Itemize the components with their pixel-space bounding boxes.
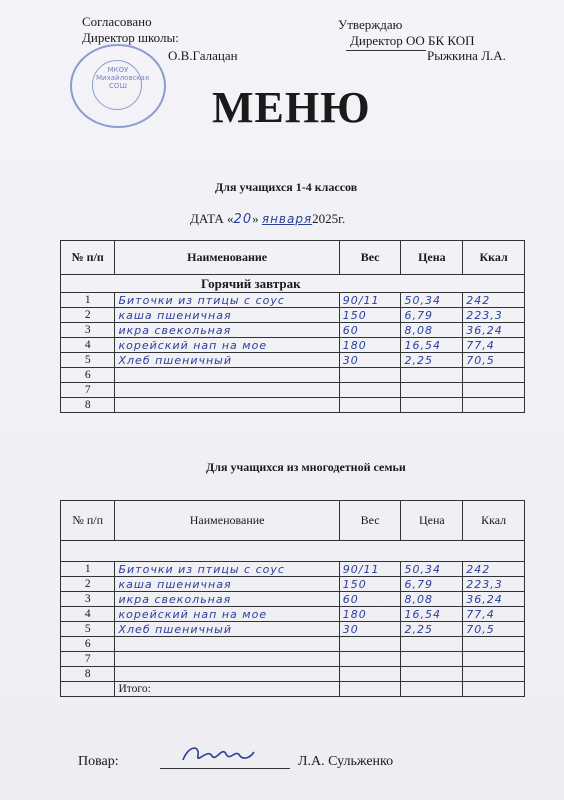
dish-kcal: 242: [463, 562, 525, 577]
dish-weight: [339, 637, 401, 652]
dish-weight: 30: [339, 622, 401, 637]
dish-kcal: 36,24: [463, 323, 525, 338]
dish-weight: 150: [339, 577, 401, 592]
dish-kcal: 77,4: [463, 338, 525, 353]
stamp-text: [96, 66, 150, 90]
dish-price: 50,34: [401, 293, 463, 308]
dish-name: корейский нап на мое: [115, 607, 339, 622]
row-number: 4: [61, 338, 115, 353]
col-kcal: Ккал: [463, 241, 525, 275]
agreed-label: Согласовано: [82, 14, 152, 29]
total-label: Итого:: [115, 682, 339, 697]
dish-weight: 150: [339, 308, 401, 323]
dish-name: каша пшеничная: [115, 577, 339, 592]
dish-kcal: 223,3: [463, 308, 525, 323]
table-row: [61, 308, 525, 323]
dish-price: [401, 368, 463, 383]
row-number: 8: [61, 398, 115, 413]
table-row: [61, 667, 525, 682]
row-number: 1: [61, 562, 115, 577]
total-row: [61, 682, 525, 697]
table-row: [61, 607, 525, 622]
ooo-director-label: Директор ОО БК КОП: [350, 33, 475, 48]
approve-label: Утверждаю: [338, 17, 403, 32]
total-empty-cell: [401, 682, 463, 697]
row-number: 5: [61, 353, 115, 368]
dish-weight: [339, 368, 401, 383]
date-mid: »: [252, 211, 259, 226]
row-number: 7: [61, 383, 115, 398]
dish-name: [115, 637, 339, 652]
date-year: 2025г.: [312, 211, 346, 226]
dish-price: 2,25: [401, 353, 463, 368]
dish-name: Биточки из птицы с соус: [115, 293, 339, 308]
dish-kcal: [463, 652, 525, 667]
dish-name: икра свекольная: [115, 323, 339, 338]
total-empty-cell: [339, 682, 401, 697]
col-price: Цена: [401, 241, 463, 275]
dish-name: [115, 652, 339, 667]
dish-weight: 180: [339, 338, 401, 353]
row-number: 1: [61, 293, 115, 308]
row-number: 4: [61, 607, 115, 622]
ooo-director-name: Рыжкина Л.А.: [427, 48, 506, 63]
section1-title: Для учащихся 1-4 классов: [215, 180, 358, 194]
table-row: [61, 637, 525, 652]
cook-signature: [178, 738, 258, 768]
dish-name: Хлеб пшеничный: [115, 353, 339, 368]
date-prefix: ДАТА «: [190, 211, 234, 226]
dish-price: 8,08: [401, 592, 463, 607]
dish-kcal: [463, 667, 525, 682]
dish-weight: 30: [339, 353, 401, 368]
school-director-name: О.В.Галацан: [168, 48, 238, 63]
dish-weight: 60: [339, 323, 401, 338]
table-row: [61, 383, 525, 398]
dish-weight: [339, 667, 401, 682]
row-number: 2: [61, 308, 115, 323]
dish-kcal: [463, 383, 525, 398]
row-number: 2: [61, 577, 115, 592]
dish-price: 50,34: [401, 562, 463, 577]
menu-table-large-family: [60, 500, 525, 697]
dish-price: [401, 652, 463, 667]
col-weight: Вес: [339, 501, 401, 541]
dish-name: корейский нап на мое: [115, 338, 339, 353]
row-number: 8: [61, 667, 115, 682]
school-stamp: [70, 44, 166, 128]
dish-kcal: 70,5: [463, 622, 525, 637]
table-row: [61, 398, 525, 413]
dish-weight: 90/11: [339, 293, 401, 308]
dish-price: [401, 383, 463, 398]
dish-kcal: 70,5: [463, 353, 525, 368]
dish-name: Хлеб пшеничный: [115, 622, 339, 637]
dish-kcal: 242: [463, 293, 525, 308]
table-row: [61, 577, 525, 592]
table-row: [61, 622, 525, 637]
page-title: МЕНЮ: [212, 83, 371, 132]
table-row: [61, 592, 525, 607]
table-row: [61, 293, 525, 308]
dish-weight: [339, 398, 401, 413]
table-row: [61, 562, 525, 577]
date-month: января: [261, 212, 313, 226]
cook-name: Л.А. Сульженко: [298, 754, 394, 769]
dish-weight: 180: [339, 607, 401, 622]
total-empty-cell: [463, 682, 525, 697]
dish-name: [115, 667, 339, 682]
table-row: [61, 338, 525, 353]
dish-price: 8,08: [401, 323, 463, 338]
dish-price: [401, 667, 463, 682]
dish-kcal: 77,4: [463, 607, 525, 622]
school-director-label: Директор школы:: [82, 30, 179, 45]
table-group-title: Горячий завтрак: [61, 275, 525, 293]
menu-date: [190, 211, 345, 227]
row-number: 6: [61, 637, 115, 652]
dish-price: 2,25: [401, 622, 463, 637]
dish-kcal: 223,3: [463, 577, 525, 592]
dish-weight: 90/11: [339, 562, 401, 577]
dish-name: икра свекольная: [115, 592, 339, 607]
col-price: Цена: [401, 501, 463, 541]
signature-line: [346, 50, 426, 51]
dish-price: 16,54: [401, 338, 463, 353]
table-row: [61, 652, 525, 667]
dish-price: [401, 637, 463, 652]
row-number: 7: [61, 652, 115, 667]
col-weight: Вес: [339, 241, 401, 275]
dish-name: каша пшеничная: [115, 308, 339, 323]
stamp-line3: СОШ: [109, 82, 127, 90]
dish-name: [115, 368, 339, 383]
menu-table-primary: [60, 240, 525, 413]
dish-price: [401, 398, 463, 413]
dish-weight: [339, 652, 401, 667]
row-number: 3: [61, 323, 115, 338]
col-kcal: Ккал: [463, 501, 525, 541]
total-num-cell: [61, 682, 115, 697]
stamp-line1: МКОУ: [107, 66, 129, 74]
dish-kcal: 36,24: [463, 592, 525, 607]
row-number: 6: [61, 368, 115, 383]
col-num: № п/п: [61, 501, 115, 541]
dish-weight: [339, 383, 401, 398]
dish-price: 16,54: [401, 607, 463, 622]
row-number: 3: [61, 592, 115, 607]
col-name: Наименование: [115, 241, 339, 275]
dish-kcal: [463, 368, 525, 383]
dish-name: [115, 383, 339, 398]
date-day: 20: [233, 212, 253, 227]
table-row: [61, 368, 525, 383]
table-row: [61, 323, 525, 338]
dish-weight: 60: [339, 592, 401, 607]
dish-name: [115, 398, 339, 413]
dish-kcal: [463, 637, 525, 652]
table-spacer-row: [61, 541, 525, 562]
dish-name: Биточки из птицы с соус: [115, 562, 339, 577]
row-number: 5: [61, 622, 115, 637]
cook-label: Повар:: [78, 754, 119, 769]
dish-price: 6,79: [401, 577, 463, 592]
col-name: Наименование: [115, 501, 339, 541]
section2-title: Для учащихся из многодетной семьи: [206, 460, 406, 474]
cook-signature-line: [160, 768, 290, 769]
col-num: № п/п: [61, 241, 115, 275]
dish-price: 6,79: [401, 308, 463, 323]
table-row: [61, 353, 525, 368]
stamp-line2: Михайловская: [96, 74, 150, 82]
dish-kcal: [463, 398, 525, 413]
